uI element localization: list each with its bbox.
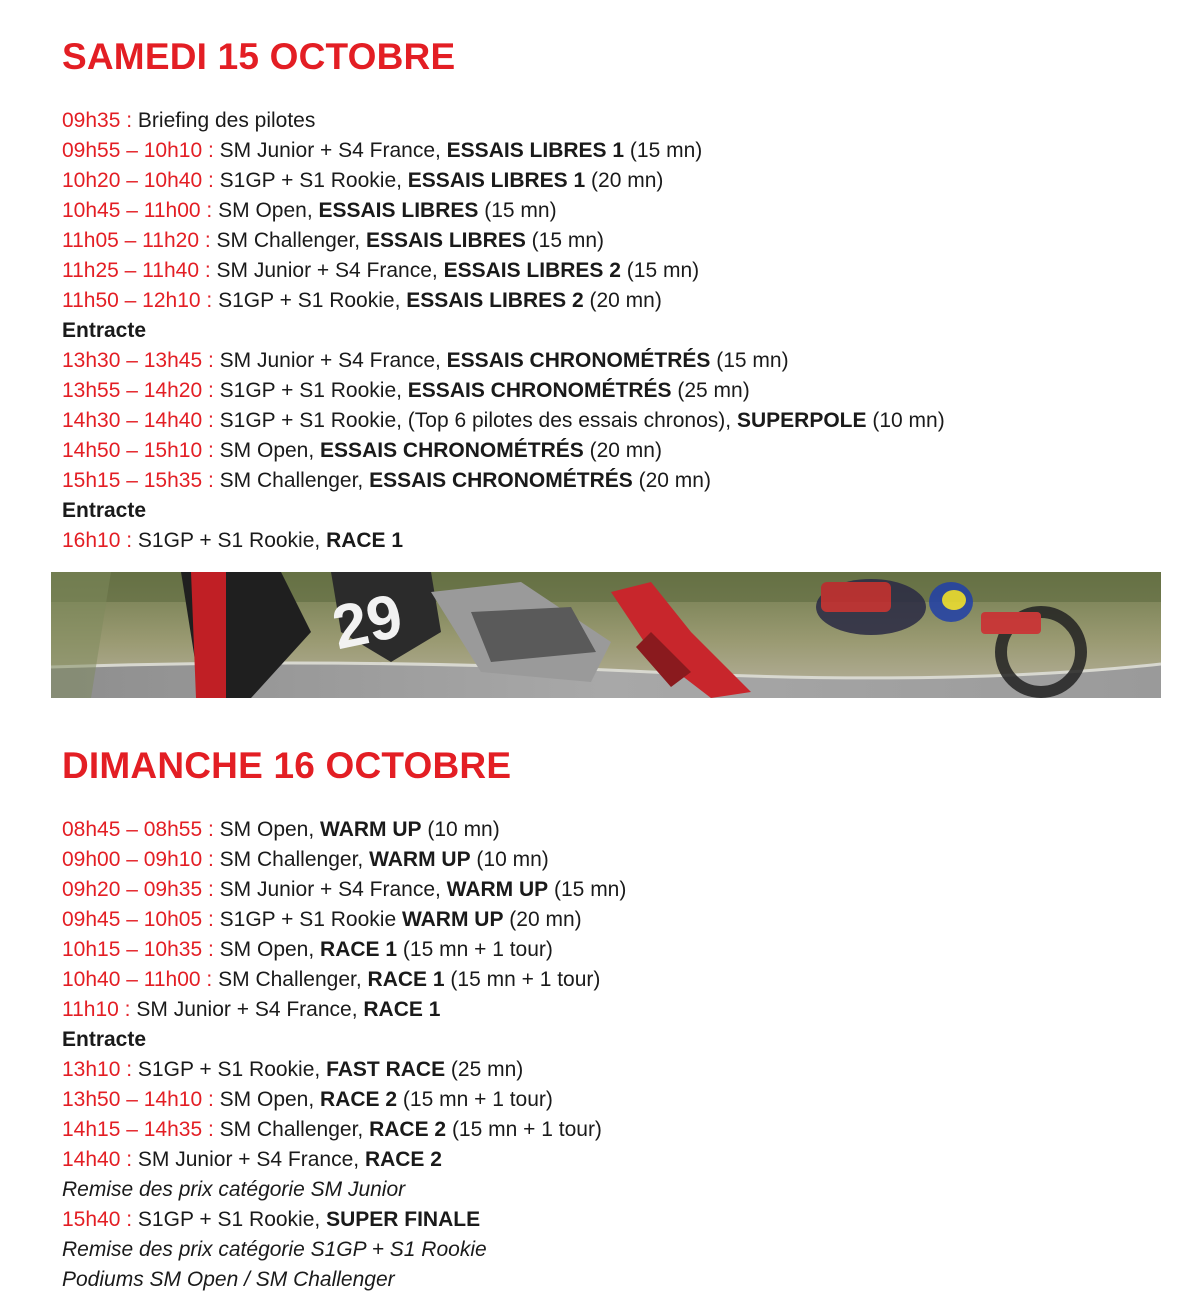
schedule-row	[62, 1145, 626, 1175]
session-detail: (15 mn)	[624, 139, 703, 162]
schedule-row	[62, 935, 626, 965]
time-separator: :	[202, 349, 220, 372]
session-time: 09h45 – 10h05	[62, 908, 203, 931]
session-time: 09h20 – 09h35	[62, 878, 203, 901]
time-separator: :	[202, 379, 220, 402]
session-detail: (15 mn + 1 tour)	[397, 1088, 553, 1111]
session-name: RACE 2	[364, 1148, 442, 1171]
time-separator: :	[202, 848, 220, 871]
schedule-row	[62, 226, 945, 256]
time-separator: :	[120, 1058, 138, 1081]
session-detail: SM Open,	[219, 818, 321, 841]
session-time: 10h45 – 11h00	[62, 199, 201, 222]
session-detail: (20 mn)	[632, 469, 711, 492]
session-detail: SM Junior + S4 France,	[219, 349, 447, 372]
session-detail: (25 mn)	[671, 379, 750, 402]
schedule-row	[62, 256, 945, 286]
session-detail: SM Challenger,	[218, 968, 368, 991]
session-detail: (15 mn)	[478, 199, 557, 222]
time-separator: :	[120, 1148, 138, 1171]
schedule-row	[62, 406, 945, 436]
time-separator: :	[118, 998, 137, 1021]
time-separator: :	[200, 289, 219, 312]
session-time: 10h15 – 10h35	[62, 938, 203, 961]
time-separator: :	[199, 229, 217, 252]
session-name: ESSAIS LIBRES 1	[446, 139, 625, 162]
session-detail: (15 mn)	[548, 878, 627, 901]
time-separator: :	[120, 529, 138, 552]
session-detail: (20 mn)	[585, 169, 664, 192]
session-time: 10h40 – 11h00	[62, 968, 201, 991]
session-name: ESSAIS LIBRES 2	[406, 289, 584, 312]
session-name: ESSAIS CHRONOMÉTRÉS	[369, 469, 633, 492]
time-separator: :	[202, 469, 220, 492]
session-detail: (25 mn)	[445, 1058, 524, 1081]
session-detail: (10 mn)	[421, 818, 500, 841]
session-detail: S1GP + S1 Rookie,	[219, 169, 408, 192]
note-text: Podiums SM Open / SM Challenger	[62, 1268, 395, 1291]
session-detail: (15 mn)	[525, 229, 605, 252]
session-time: 14h30 – 14h40	[62, 409, 203, 432]
schedule-row	[62, 1265, 626, 1295]
session-name: SUPERPOLE	[736, 409, 867, 432]
time-separator: :	[202, 409, 220, 432]
session-detail: S1GP + S1 Rookie,	[137, 529, 327, 552]
time-separator: :	[202, 1118, 220, 1141]
session-time: 15h40	[62, 1208, 121, 1231]
schedule-row	[62, 1205, 626, 1235]
session-detail: (15 mn + 1 tour)	[444, 968, 601, 991]
session-time: 14h40	[62, 1148, 121, 1171]
time-separator: :	[202, 169, 220, 192]
session-detail: S1GP + S1 Rookie	[219, 908, 402, 931]
time-separator: :	[202, 878, 220, 901]
session-detail: (15 mn + 1 tour)	[446, 1118, 602, 1141]
session-detail: SM Open,	[218, 199, 319, 222]
session-detail: Briefing des pilotes	[137, 109, 316, 132]
session-time: 13h50 – 14h10	[62, 1088, 203, 1111]
session-detail: (20 mn)	[503, 908, 582, 931]
session-detail: S1GP + S1 Rookie,	[137, 1058, 327, 1081]
schedule-saturday	[62, 106, 945, 556]
time-separator: :	[200, 199, 219, 222]
session-time: 14h50 – 15h10	[62, 439, 203, 462]
session-time: 14h15 – 14h35	[62, 1118, 203, 1141]
session-detail: (20 mn)	[583, 289, 662, 312]
schedule-row	[62, 815, 626, 845]
session-detail: SM Junior + S4 France,	[216, 259, 444, 282]
schedule-row	[62, 905, 626, 935]
time-separator: :	[202, 908, 220, 931]
session-name: RACE 1	[363, 998, 441, 1021]
session-detail: (10 mn)	[866, 409, 945, 432]
session-detail: (15 mn)	[620, 259, 700, 282]
session-name: ESSAIS LIBRES	[365, 229, 526, 252]
session-detail: SM Junior + S4 France,	[219, 139, 447, 162]
session-time: 13h30 – 13h45	[62, 349, 203, 372]
session-detail: SM Junior + S4 France,	[136, 998, 364, 1021]
session-detail: SM Challenger,	[219, 848, 370, 871]
schedule-row	[62, 436, 945, 466]
time-separator: :	[202, 818, 220, 841]
session-name: RACE 1	[320, 938, 398, 961]
session-detail: (15 mn)	[710, 349, 789, 372]
session-time: 13h10	[62, 1058, 121, 1081]
session-detail: (15 mn + 1 tour)	[397, 938, 553, 961]
session-name: ESSAIS CHRONOMÉTRÉS	[446, 349, 711, 372]
session-detail: SM Challenger,	[216, 229, 366, 252]
schedule-row	[62, 166, 945, 196]
session-name: ESSAIS LIBRES	[318, 199, 479, 222]
schedule-row	[62, 1055, 626, 1085]
time-separator: :	[120, 109, 138, 132]
session-detail: SM Challenger,	[219, 1118, 370, 1141]
session-time: 09h00 – 09h10	[62, 848, 203, 871]
session-name: RACE 2	[369, 1118, 447, 1141]
session-detail: S1GP + S1 Rookie,	[218, 289, 407, 312]
schedule-row	[62, 286, 945, 316]
day-title-sunday: DIMANCHE 16 OCTOBRE	[62, 745, 512, 786]
schedule-row	[62, 136, 945, 166]
session-name: WARM UP	[446, 878, 549, 901]
session-detail: (20 mn)	[583, 439, 662, 462]
session-name: Entracte	[62, 499, 147, 522]
session-time: 09h55 – 10h10	[62, 139, 203, 162]
session-name: ESSAIS CHRONOMÉTRÉS	[407, 379, 672, 402]
schedule-row	[62, 346, 945, 376]
session-detail: (10 mn)	[470, 848, 549, 871]
session-time: 10h20 – 10h40	[62, 169, 203, 192]
session-time: 11h10	[62, 998, 119, 1021]
session-name: FAST RACE	[326, 1058, 446, 1081]
session-name: Entracte	[62, 319, 147, 342]
schedule-row	[62, 1025, 626, 1055]
schedule-row	[62, 875, 626, 905]
session-time: 11h50 – 12h10	[62, 289, 201, 312]
session-detail: SM Junior + S4 France,	[137, 1148, 365, 1171]
session-time: 13h55 – 14h20	[62, 379, 203, 402]
time-separator: :	[200, 968, 219, 991]
session-detail: S1GP + S1 Rookie,	[137, 1208, 327, 1231]
session-time: 16h10	[62, 529, 121, 552]
session-time: 09h35	[62, 109, 121, 132]
schedule-row	[62, 995, 626, 1025]
motorcycle-race-photo	[51, 572, 1161, 698]
time-separator: :	[202, 1088, 220, 1111]
schedule-row	[62, 526, 945, 556]
session-detail: SM Open,	[219, 1088, 321, 1111]
session-detail: SM Open,	[219, 439, 321, 462]
schedule-row	[62, 1115, 626, 1145]
schedule-row	[62, 1235, 626, 1265]
session-name: ESSAIS LIBRES 2	[443, 259, 621, 282]
bib-number: 29	[326, 581, 409, 664]
note-text: Remise des prix catégorie S1GP + S1 Rookie	[62, 1238, 487, 1261]
schedule-row	[62, 496, 945, 526]
session-detail: S1GP + S1 Rookie, (Top 6 pilotes des essais chronos),	[219, 409, 737, 432]
session-name: WARM UP	[401, 908, 504, 931]
schedule-row	[62, 1085, 626, 1115]
session-name: RACE 1	[367, 968, 445, 991]
note-text: Remise des prix catégorie SM Junior	[62, 1178, 406, 1201]
schedule-row	[62, 965, 626, 995]
schedule-row	[62, 845, 626, 875]
time-separator: :	[120, 1208, 138, 1231]
session-name: RACE 1	[326, 529, 404, 552]
session-detail: SM Challenger,	[219, 469, 370, 492]
schedule-row	[62, 466, 945, 496]
session-name: RACE 2	[320, 1088, 398, 1111]
time-separator: :	[199, 259, 217, 282]
time-separator: :	[202, 938, 220, 961]
session-name: Entracte	[62, 1028, 147, 1051]
time-separator: :	[202, 139, 220, 162]
session-detail: SM Junior + S4 France,	[219, 878, 447, 901]
session-time: 11h25 – 11h40	[62, 259, 200, 282]
session-name: ESSAIS LIBRES 1	[407, 169, 586, 192]
time-separator: :	[202, 439, 220, 462]
schedule-sunday	[62, 815, 626, 1295]
session-time: 08h45 – 08h55	[62, 818, 203, 841]
session-detail: S1GP + S1 Rookie,	[219, 379, 408, 402]
session-name: ESSAIS CHRONOMÉTRÉS	[320, 439, 584, 462]
session-time: 15h15 – 15h35	[62, 469, 203, 492]
schedule-row	[62, 196, 945, 226]
session-name: WARM UP	[320, 818, 422, 841]
schedule-row	[62, 1175, 626, 1205]
session-name: SUPER FINALE	[326, 1208, 481, 1231]
session-time: 11h05 – 11h20	[62, 229, 200, 252]
schedule-row	[62, 106, 945, 136]
session-detail: SM Open,	[219, 938, 321, 961]
schedule-row	[62, 316, 945, 346]
day-title-saturday: SAMEDI 15 OCTOBRE	[62, 36, 456, 77]
session-name: WARM UP	[369, 848, 471, 871]
schedule-row	[62, 376, 945, 406]
